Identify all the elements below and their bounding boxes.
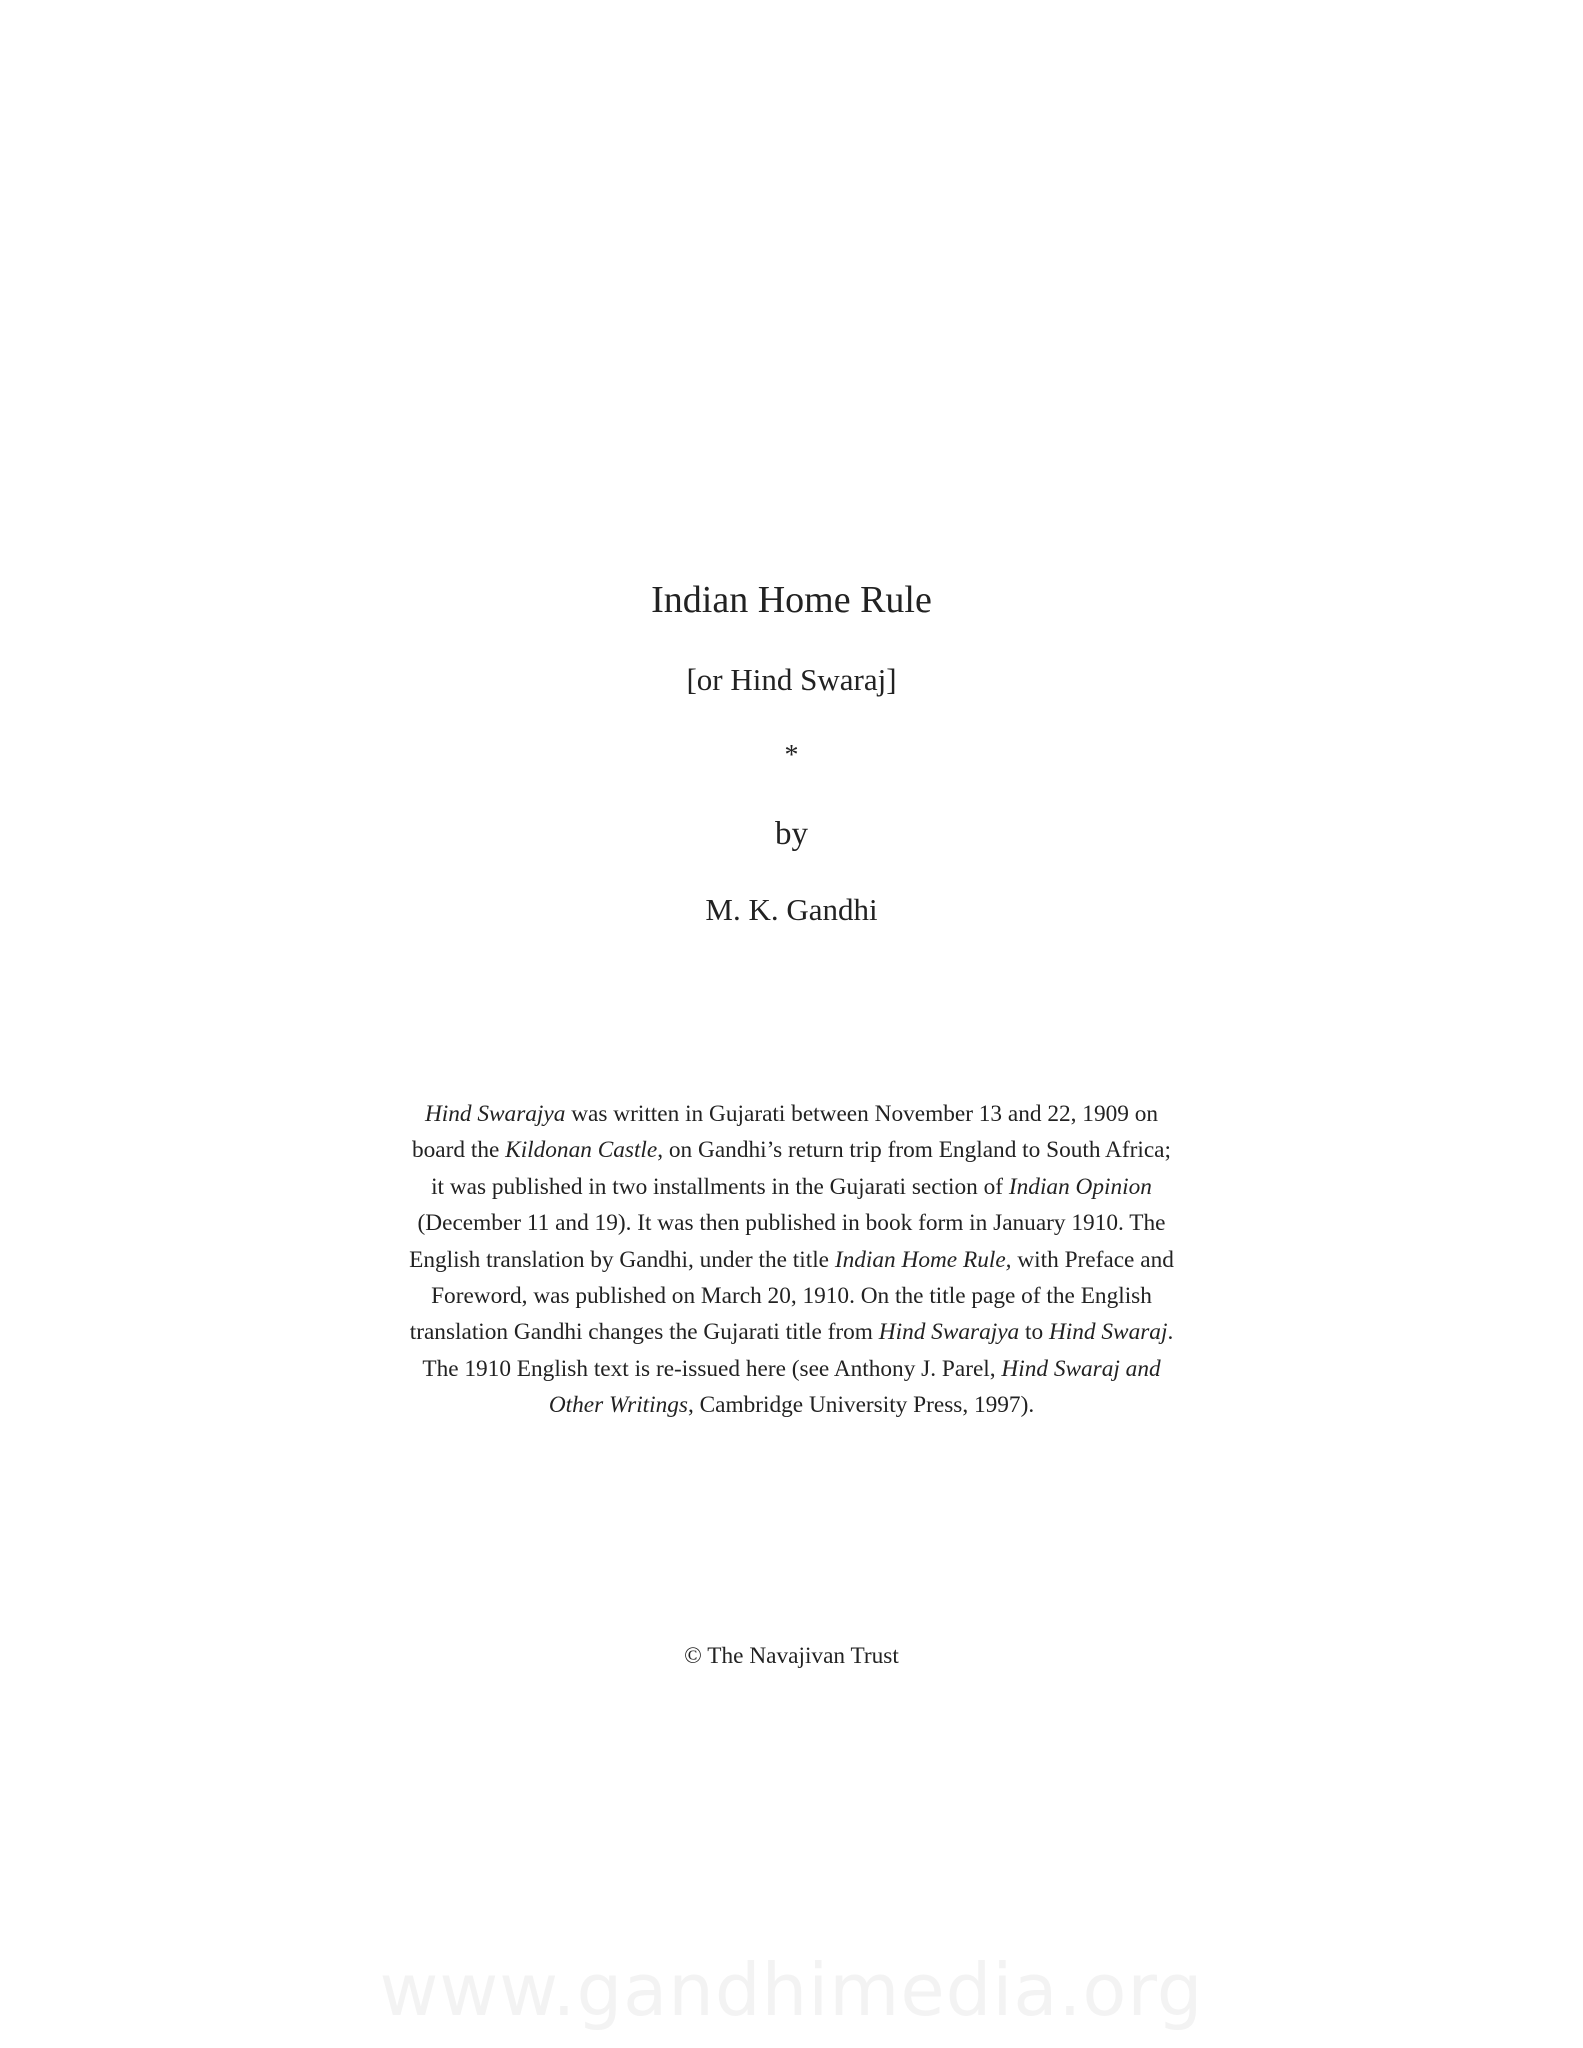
note-line (366, 1314, 1217, 1350)
note-line (366, 1205, 1217, 1241)
author-name: M. K. Gandhi (705, 892, 878, 927)
note-text-segment: English translation by Gandhi, under the title (409, 1246, 835, 1273)
by-line: by (775, 816, 808, 852)
note-line (366, 1278, 1217, 1314)
note-text-segment: Foreword, was published on March 20, 1910. On the title page of the English (431, 1283, 1152, 1310)
note-line (366, 1096, 1217, 1132)
publication-note (366, 1096, 1217, 1424)
note-text-segment: . (1167, 1319, 1174, 1346)
note-italic-segment: Indian Opinion (1008, 1173, 1152, 1200)
note-italic-segment: Hind Swaraj and (1001, 1355, 1161, 1382)
note-italic-segment: Hind Swaraj (1048, 1319, 1168, 1346)
note-line (366, 1351, 1217, 1387)
note-line (366, 1242, 1217, 1278)
note-text-segment: with Preface and (1011, 1246, 1174, 1273)
note-text-segment: , Cambridge University Press, 1997). (687, 1392, 1035, 1419)
note-text-segment: board the (412, 1137, 506, 1164)
note-line (366, 1132, 1217, 1168)
note-italic-segment: Hind Swarajya (878, 1319, 1020, 1346)
note-text-segment: to (1019, 1319, 1049, 1346)
note-text-segment: The 1910 English text is re-issued here (see Anthony J. Parel, (422, 1355, 1002, 1382)
book-subtitle: [or Hind Swaraj] (686, 662, 897, 697)
book-title: Indian Home Rule (651, 579, 932, 621)
watermark-text: www.gandhimedia.org (379, 1948, 1204, 2032)
note-text-segment: it was published in two installments in the Gujarati section of (431, 1173, 1009, 1200)
note-text-segment: translation Gandhi changes the Gujarati title from (409, 1319, 879, 1346)
note-line (366, 1169, 1217, 1205)
note-line (366, 1387, 1217, 1423)
separator-asterisk: * (784, 740, 799, 771)
copyright-notice: © The Navajivan Trust (684, 1643, 899, 1669)
note-italic-segment: Hind Swarajya (424, 1101, 566, 1127)
note-text-segment: (December 11 and 19). It was then published in book form in January 1910. The (417, 1210, 1166, 1237)
note-italic-segment: Kildonan Castle (505, 1137, 658, 1164)
note-italic-segment: Other Writings (548, 1392, 688, 1419)
note-text-segment: , on Gandhi’s return trip from England to South Africa; (657, 1137, 1171, 1164)
note-italic-segment: Indian Home Rule, (834, 1246, 1012, 1273)
note-text-segment: was written in Gujarati between November 13 and 22, 1909 on (565, 1101, 1159, 1127)
